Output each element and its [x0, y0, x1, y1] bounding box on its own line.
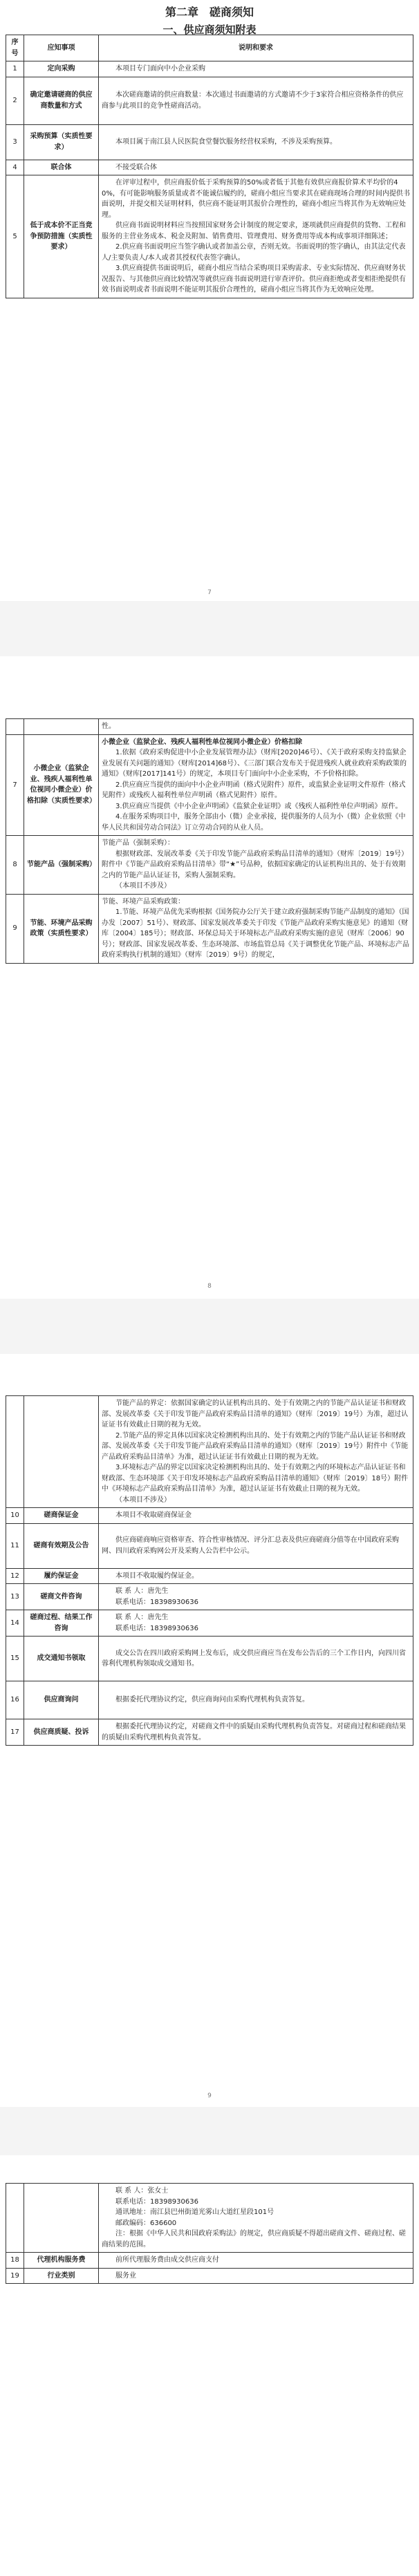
row-item: 磋商有效期及公告 [24, 1523, 99, 1568]
row-paragraph: 2.节能产品的界定具体以国家决定检测机构出具的、处于有效期之内的节能产品认证证书和财政部、发展改革委《关于印发节能产品政府采购品目清单的通知》（财库〔2019〕19号）附件中《节能产品政府采购品目清单》为准，超过认证证书有效截止日期的视为无效。 [102, 1431, 409, 1461]
table-row [6, 1508, 413, 1524]
row-content [99, 77, 413, 124]
table-row [6, 2253, 413, 2269]
requirements-table-page-1 [6, 35, 413, 298]
row-paragraph: （本项目不涉及） [115, 1496, 171, 1504]
row-text: 本次磋商邀请的供应商数量：本次通过书面邀请的方式邀请不少于3家符合相应资格条件的供应商参与此项目的竞争性磋商活动。 [102, 91, 404, 110]
table-row [6, 1568, 413, 1584]
row-item: 履约保证金 [24, 1568, 99, 1584]
row-content [99, 894, 413, 963]
row-number: 8 [6, 836, 24, 895]
row-content [99, 2268, 413, 2284]
row-content [99, 160, 413, 175]
row-content [99, 734, 413, 836]
row-content [99, 175, 413, 298]
row-number: 15 [6, 1637, 24, 1681]
table-row [6, 124, 413, 160]
row-content [99, 2253, 413, 2269]
header-item: 应知事项 [24, 35, 99, 61]
row-text: 本项目专门面向中小企业采购 [115, 65, 205, 73]
table-row-continued [6, 719, 413, 735]
table-row [6, 734, 413, 836]
row-paragraph: 4.在服务采购项目中，服务全部由小（微）企业承接，提供服务的人员为小（微）企业依照《中华人民共和国劳动合同法》订立劳动合同的从业人员。 [102, 813, 406, 832]
row-paragraph: 3.供应商提供书面说明后，磋商小组应当结合采购项目采购需求、专业实际情况、供应商财务状况报告、与其他供应商比较情况等就供应商书面说明进行审查评价。供应商拒绝或者变相拒绝提供有效书面说明或者书面说明不能证明其报价合理性的，磋商小组应当将其作为无效响应处理。 [102, 265, 406, 294]
table-row-continued [6, 2184, 413, 2253]
table-row [6, 1610, 413, 1637]
row-text: 本项目属于南江县人民医院食堂餐饮服务经营权采购，不涉及采购预算。 [115, 137, 337, 146]
row-paragraph: 根据财政部、发展改革委《关于印发节能产品政府采购品目清单的通知》（财库〔2019〕19号）附件中《节能产品政府采购品目清单》带“★”号品种，依据国家确定的认证机构出具的、处于有效期之内的节能产品认证证书，采购人强制采购。 [102, 850, 409, 879]
row-content [99, 836, 413, 895]
row-text: 性。 [102, 723, 115, 730]
row-content [99, 719, 413, 735]
table-row [6, 1637, 413, 1681]
row-number: 18 [6, 2253, 24, 2269]
row-paragraph: 1.节能、环境产品优先采购根据《国务院办公厅关于建立政府强制采购节能产品制度的通知》（国办发〔2007〕51号）、财政部、国家发展改革委关于印发《节能产品政府采购实施意见》的通知（财库〔2004〕185号）；财政部、环保总局关于环境标志产品政府采购实施的意见（财库〔2006〕90号）；财政部、国家发展改革委、生态环境部、市场监管总局《关于调整优化节能产品、环境标志产品政府采购执行机制的通知》（财库〔2019〕9号）的规定， [102, 908, 409, 959]
header-desc: 说明和要求 [99, 35, 413, 61]
requirements-table-page-2 [6, 718, 413, 964]
contact-person: 联 系 人：张女士 [115, 2187, 169, 2195]
page-number: 7 [207, 589, 212, 596]
contact-phone: 联系电话：18398930636 [115, 1624, 198, 1632]
row-content [99, 1719, 413, 1746]
table-row [6, 1584, 413, 1610]
row-item: 成交通知书领取 [24, 1637, 99, 1681]
row-item: 磋商过程、结果工作咨询 [24, 1610, 99, 1637]
row-number: 13 [6, 1584, 24, 1610]
contact-address: 通讯地址：南江县巴州街道光雾山大道红星段101号 [115, 2208, 274, 2216]
row-text: 服务业 [115, 2271, 136, 2280]
row-paragraph: 节能产品的界定：依据国家确定的认证机构出具的、处于有效期之内的节能产品认证证书和财政部、发展改革委《关于印发节能产品政府采购品目清单的通知》（财库〔2019〕19号）为准，超过认证证书有效截止日期的视为无效。 [102, 1400, 409, 1429]
row-paragraph: 3.供应商应当提供《中小企业声明函》《监狱企业证明》或《残疾人福利性单位声明函》原件。 [115, 802, 402, 810]
row-item: 小微企业（监狱企业、残疾人福利性单位视同小微企业）价格扣除（实质性要求） [24, 734, 99, 836]
document-page-2 [0, 656, 419, 1299]
row-heading: 小微企业（监狱企业、残疾人福利性单位视同小微企业）价格扣除 [102, 738, 302, 746]
row-number: 11 [6, 1523, 24, 1568]
row-number: 17 [6, 1719, 24, 1746]
row-number: 7 [6, 734, 24, 836]
row-item: 供应商询问 [24, 1681, 99, 1719]
row-paragraph: 根据委托代理协议约定，对磋商文件中的质疑由采购代理机构负责答复。对磋商过程和磋商结果的质疑由采购代理机构负责答复。 [102, 1723, 406, 1742]
row-number: 12 [6, 1568, 24, 1584]
row-item: 节能产品（强制采购） [24, 836, 99, 895]
page-gap [0, 2107, 419, 2155]
row-number: 10 [6, 1508, 24, 1524]
row-number: 1 [6, 61, 24, 77]
contact-postcode: 邮政编码：636600 [115, 2219, 177, 2227]
row-paragraph: 2.供应商应当提供的面向中小企业声明函（格式见附件）原件，或监狱企业证明文件原件（格式见附件）或残疾人福利性单位声明函（格式见附件）原件。 [102, 781, 406, 799]
contact-phone: 联系电话：18398930636 [115, 1598, 198, 1606]
row-heading: 节能、环境产品采购政策： [102, 897, 185, 906]
row-content [99, 124, 413, 160]
table-row [6, 1719, 413, 1746]
table-row [6, 1523, 413, 1568]
row-number: 3 [6, 124, 24, 160]
document-page-3 [0, 1354, 419, 2576]
row-number: 9 [6, 894, 24, 963]
row-item: 代理机构服务费 [24, 2253, 99, 2269]
page-gap [0, 601, 419, 656]
row-text: 根据委托代理协议约定，供应商询问由采购代理机构负责答复。 [115, 1696, 309, 1704]
row-item: 采购预算（实质性要求） [24, 124, 99, 160]
table-row [6, 1681, 413, 1719]
table-row [6, 160, 413, 175]
row-content [99, 1508, 413, 1524]
page-number: 8 [207, 1283, 212, 1290]
row-paragraph: （本项目不涉及） [115, 882, 171, 890]
table-row [6, 61, 413, 77]
row-item: 低于成本价不正当竞争预防措施（实质性要求） [24, 175, 99, 298]
table-row [6, 77, 413, 124]
requirements-table-page-4 [6, 2183, 413, 2284]
table-row [6, 836, 413, 895]
table-header-row [6, 35, 413, 61]
contact-person: 联 系 人：唐先生 [115, 1587, 169, 1595]
row-paragraph: 1.依据《政府采购促进中小企业发展管理办法》（财库[2020]46号）、《关于政府采购支持监狱企业发展有关问题的通知》（财库[2014]68号）、《三部门联合发布关于促进残疾人就业政府采购政策的通知》（财库[2017]141号）的规定，本项目专门面向中小企业采购，不予价格扣除。 [102, 749, 407, 778]
row-item: 确定邀请磋商的供应商数量和方式 [24, 77, 99, 124]
table-row [6, 894, 413, 963]
header-no: 序号 [6, 35, 24, 61]
row-content [99, 61, 413, 77]
row-content [99, 1584, 413, 1610]
row-paragraph: 供应商书面说明材料应当按照国家财务会计制度的规定要求，逐项就供应商提供的货物、工程和服务的主营业务成本、税金及附加、销售费用、管理费用、财务费用等成本构成事项详细陈述； [102, 222, 406, 240]
row-number: 19 [6, 2268, 24, 2284]
row-item: 定向采购 [24, 61, 99, 77]
row-number: 14 [6, 1610, 24, 1637]
row-number: 2 [6, 77, 24, 124]
row-item: 节能、环境产品采购政策（实质性要求） [24, 894, 99, 963]
section-title: 一、供应商须知附表 [162, 23, 257, 36]
row-item: 磋商文件咨询 [24, 1584, 99, 1610]
row-item: 供应商质疑、投诉 [24, 1719, 99, 1746]
row-text: 成交公告在四川政府采购网上发布后，成交供应商应当在发布公告后的三个工作日内，向四川省蓉利代理机构领取成交通知书。 [102, 1649, 406, 1668]
row-note: 注：根据《中华人民共和国政府采购法》的规定，供应商质疑不得超出磋商文件、磋商过程、磋商结果的范围。 [102, 2230, 406, 2249]
row-paragraph: 2.供应商书面说明应当签字确认或者加盖公章，否则无效。书面说明的签字确认，由其法定代表人/主要负责人/本人或者其授权代表签字确认。 [102, 243, 406, 262]
row-paragraph: 在评审过程中，供应商报价低于采购预算的50%或者低于其他有效供应商报价算术平均价的40%，有可能影响服务质量或者不能诚信履约的，磋商小组应当要求其在磋商现场合理的时间内提供书面说明，并提交相关证明材料，供应商不能证明其报价合理性的，磋商小组应当将其作为无效响应处理。 [102, 179, 410, 219]
row-text: 本项目不收取磋商保证金 [115, 1511, 192, 1519]
requirements-table-page-3 [6, 1395, 413, 1746]
row-item: 联合体 [24, 160, 99, 175]
row-number: 16 [6, 1681, 24, 1719]
page-gap [0, 1299, 419, 1354]
table-row-continued [6, 1396, 413, 1508]
document-page-1 [0, 0, 419, 601]
row-content [99, 1681, 413, 1719]
row-number: 5 [6, 175, 24, 298]
row-content [99, 1568, 413, 1584]
row-text: 供应商磋商响应资格审查、符合性审核情况、评分汇总表及供应商磋商分值等在中国政府采购网、四川政府采购网公开及采购人公告栏中公示。 [102, 1536, 399, 1555]
row-content [99, 2184, 413, 2253]
contact-phone: 联系电话：18398930636 [115, 2197, 198, 2206]
row-text: 本项目不收取履约保证金。 [115, 1572, 198, 1580]
table-row [6, 175, 413, 298]
row-content [99, 1610, 413, 1637]
row-heading: 节能产品（强制采购）： [102, 839, 174, 847]
row-paragraph: 3.环境标志产品的界定以国家决定检测机构出具的、处于有效期之内的环境标志产品认证证书和财政部、生态环境部《关于印发环境标志产品政府采购品目清单的通知》（财库〔2019〕18号）附件中《环境标志产品政府采购品目清单》为准，超过认证证书有效截止日期的视为无效。 [102, 1464, 409, 1493]
row-text: 前所代理服务费由成交供应商支付 [115, 2256, 219, 2264]
row-content [99, 1523, 413, 1568]
page-number: 9 [207, 2092, 212, 2099]
chapter-title: 第二章 磋商须知 [165, 6, 254, 19]
row-content [99, 1637, 413, 1681]
row-item: 行业类别 [24, 2268, 99, 2284]
row-item: 磋商保证金 [24, 1508, 99, 1524]
row-text: 不接受联合体 [115, 163, 157, 171]
row-number: 4 [6, 160, 24, 175]
row-content [99, 1396, 413, 1508]
table-row [6, 2268, 413, 2284]
contact-person: 联 系 人：唐先生 [115, 1614, 169, 1621]
